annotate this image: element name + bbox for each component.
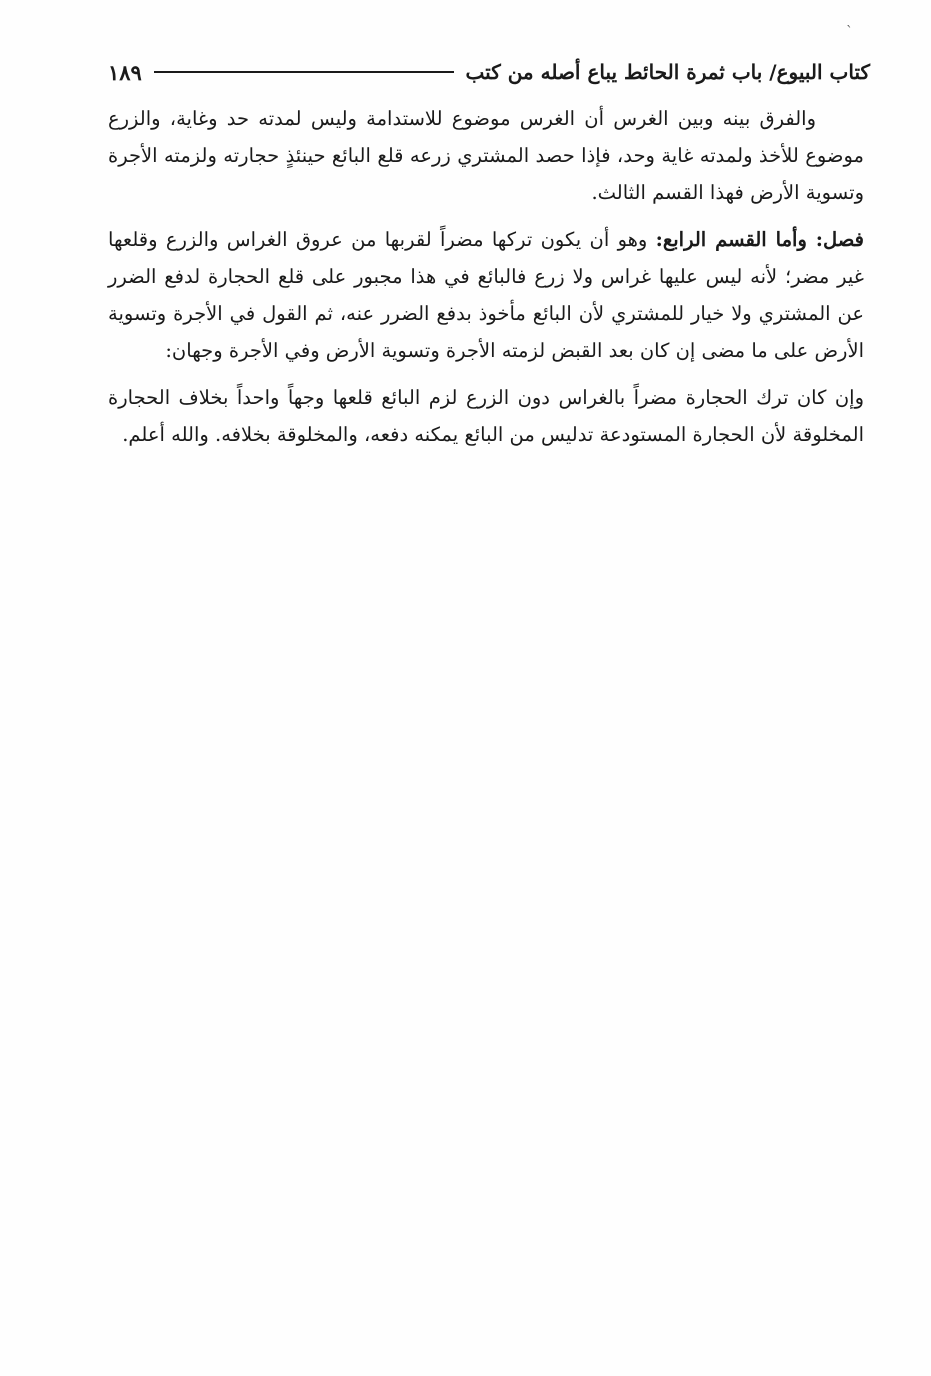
paragraph-3: [108, 379, 864, 453]
paragraph-2: [108, 221, 864, 369]
header-title: كتاب البيوع/ باب ثمرة الحائط يباع أصله من كتب: [465, 60, 870, 84]
paragraph-2-lead: فصل: وأما القسم الرابع:: [655, 228, 864, 251]
paragraph-1-text: والفرق بينه وبين الغرس أن الغرس موضوع للاستدامة وليس لمدته حد وغاية، والزرع موضوع للأخذ ولمدته غاية وحد، فإذا حصد المشتري زرعه قلع البائع حينئذٍ حجارته ولزمته الأجرة وتسوية الأرض فهذا القسم الثالث.: [108, 107, 864, 204]
body-text: [108, 100, 864, 463]
running-header: [108, 52, 870, 92]
paragraph-2-text: وهو أن يكون تركها مضراً لقربها من عروق الغراس والزرع وقلعها غير مضر؛ لأنه ليس عليها غراس ولا زرع فالبائع في هذا مجبور على قلع الحجارة لدفع الضرر عن المشتري ولا خيار للمشتري لأن البائع مأخوذ بدفع الضرر عنه، ثم القول في الأجرة وتسوية الأرض على ما مضى إن كان بعد القبض لزمته الأجرة وتسوية الأرض وفي الأجرة وجهان:: [108, 228, 864, 362]
paragraph-1: [108, 100, 864, 211]
paragraph-3-text: وإن كان ترك الحجارة مضراً بالغراس دون الزرع لزم البائع قلعها وجهاً واحداً بخلاف الحجارة المخلوقة لأن الحجارة المستودعة تدليس من البائع يمكنه دفعه، والمخلوقة بخلافه. والله أعلم.: [108, 386, 864, 446]
corner-mark: `: [846, 24, 853, 40]
page-number: ١٨٩: [108, 59, 142, 85]
header-rule: [154, 71, 454, 73]
